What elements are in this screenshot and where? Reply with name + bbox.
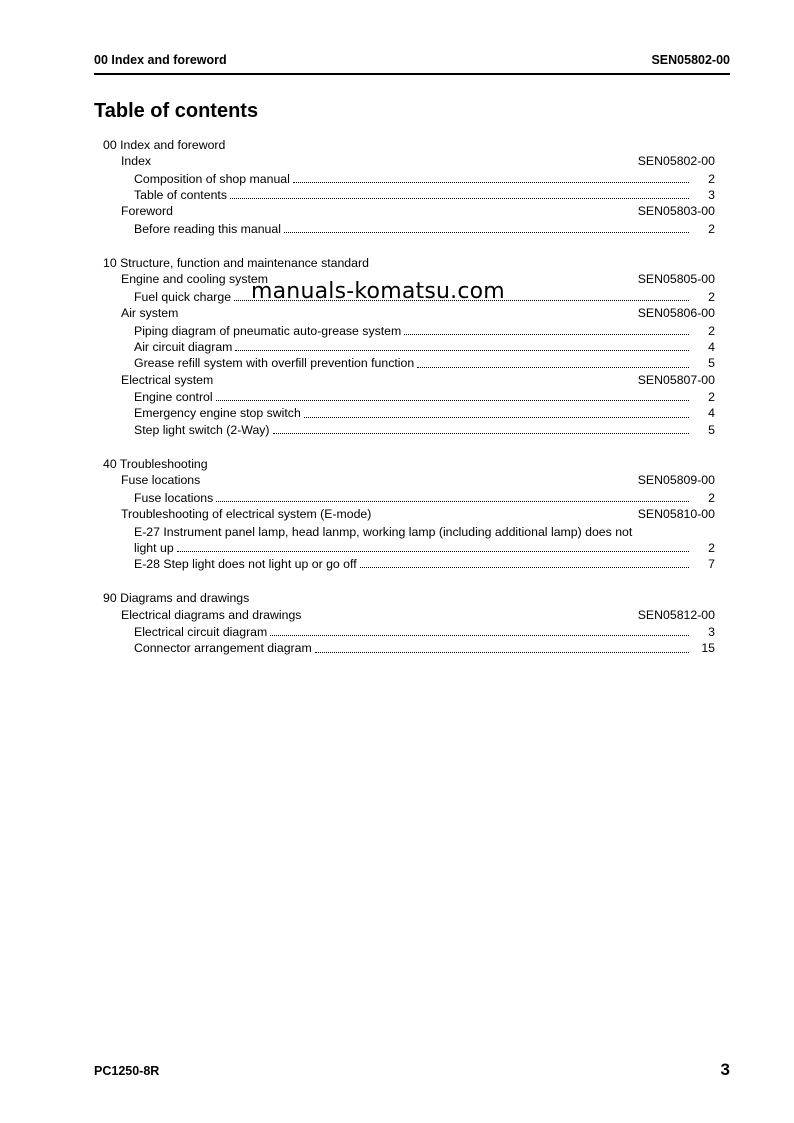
toc-group-foreword[interactable]: Foreword SEN05803-00 (103, 203, 715, 221)
leader-dots (360, 566, 689, 568)
toc-entry[interactable]: Fuel quick charge 2 (134, 289, 715, 304)
page-number: 2 (708, 490, 715, 505)
leader-dots (235, 349, 689, 351)
toc-group-air[interactable]: Air system SEN05806-00 (103, 305, 715, 323)
toc-group-electrical-diagrams[interactable]: Electrical diagrams and drawings SEN05812-00 (103, 607, 715, 625)
page-number: 3 (708, 625, 715, 640)
table-of-contents (103, 137, 715, 657)
leader-dots (315, 651, 689, 653)
page-number: 2 (708, 221, 715, 236)
page-number: 2 (708, 289, 715, 304)
toc-entry[interactable]: Air circuit diagram 4 (134, 340, 715, 355)
toc-entry[interactable]: Emergency engine stop switch 4 (134, 406, 715, 421)
footer-page-number: 3 (720, 1060, 730, 1079)
doc-ref: SEN05807-00 (637, 372, 715, 387)
toc-group-engine[interactable]: Engine and cooling system SEN05805-00 (103, 271, 715, 289)
toc-entry[interactable]: light up 2 (134, 540, 715, 555)
toc-entry[interactable]: Step light switch (2-Way) 5 (134, 422, 715, 437)
doc-ref: SEN05810-00 (637, 507, 715, 522)
page-number: 2 (708, 540, 715, 555)
toc-section-40[interactable]: 40 Troubleshooting (103, 457, 208, 472)
page-title: Table of contents (94, 100, 259, 122)
watermark: manuals-komatsu.com (251, 279, 505, 304)
toc-group-index[interactable]: Index SEN05802-00 (103, 153, 715, 171)
toc-group-emode[interactable]: Troubleshooting of electrical system (E-mode) SEN05810-00 (103, 506, 715, 524)
doc-ref: SEN05803-00 (637, 204, 715, 219)
toc-entry[interactable]: Table of contents 3 (134, 188, 715, 203)
toc-entry[interactable]: Fuse locations 2 (134, 490, 715, 505)
leader-dots (417, 366, 689, 368)
page-number: 5 (708, 422, 715, 437)
toc-entry[interactable]: Composition of shop manual 2 (134, 171, 715, 186)
toc-section-10[interactable]: 10 Structure, function and maintenance standard (103, 256, 369, 271)
toc-entry[interactable]: Before reading this manual 2 (134, 221, 715, 236)
toc-section-90[interactable]: 90 Diagrams and drawings (103, 591, 250, 606)
page-number: 15 (701, 641, 715, 656)
page-number: 5 (708, 356, 715, 371)
toc-entry[interactable]: E-28 Step light does not light up or go off 7 (134, 556, 715, 571)
toc-group-electrical[interactable]: Electrical system SEN05807-00 (103, 372, 715, 390)
toc-entry[interactable]: Connector arrangement diagram 15 (134, 641, 715, 656)
header-doc-code: SEN05802-00 (651, 53, 730, 67)
leader-dots (273, 432, 689, 434)
leader-dots (284, 231, 689, 233)
doc-ref: SEN05805-00 (637, 272, 715, 287)
doc-ref: SEN05812-00 (637, 607, 715, 622)
page-number: 4 (708, 406, 715, 421)
leader-dots (230, 197, 689, 199)
leader-dots (404, 333, 689, 335)
leader-dots (216, 500, 689, 502)
doc-ref: SEN05809-00 (637, 473, 715, 488)
page-number: 3 (708, 188, 715, 203)
page-header (94, 53, 730, 75)
leader-dots (216, 399, 689, 401)
toc-entry[interactable]: Electrical circuit diagram 3 (134, 625, 715, 640)
page-number: 2 (708, 323, 715, 338)
toc-section-00[interactable]: 00 Index and foreword (103, 138, 226, 152)
doc-ref: SEN05806-00 (637, 306, 715, 321)
page-number: 2 (708, 171, 715, 186)
toc-entry[interactable]: Piping diagram of pneumatic auto-grease system 2 (134, 323, 715, 338)
leader-dots (270, 634, 689, 636)
model-number: PC1250-8R (94, 1064, 160, 1078)
toc-entry[interactable]: Grease refill system with overfill prevention function 5 (134, 356, 715, 371)
doc-ref: SEN05802-00 (637, 154, 715, 169)
leader-dots (304, 416, 689, 418)
page-number: 4 (708, 340, 715, 355)
toc-entry[interactable]: Engine control 2 (134, 390, 715, 405)
page-number: 2 (708, 390, 715, 405)
header-section: 00 Index and foreword (94, 53, 227, 67)
toc-group-fuse[interactable]: Fuse locations SEN05809-00 (103, 472, 715, 490)
leader-dots (177, 550, 689, 552)
page-footer (94, 1060, 730, 1080)
toc-entry-line1[interactable]: E-27 Instrument panel lamp, head lanmp, working lamp (including additional lamp) does not (134, 524, 633, 539)
leader-dots (293, 181, 689, 183)
page-number: 7 (708, 556, 715, 571)
